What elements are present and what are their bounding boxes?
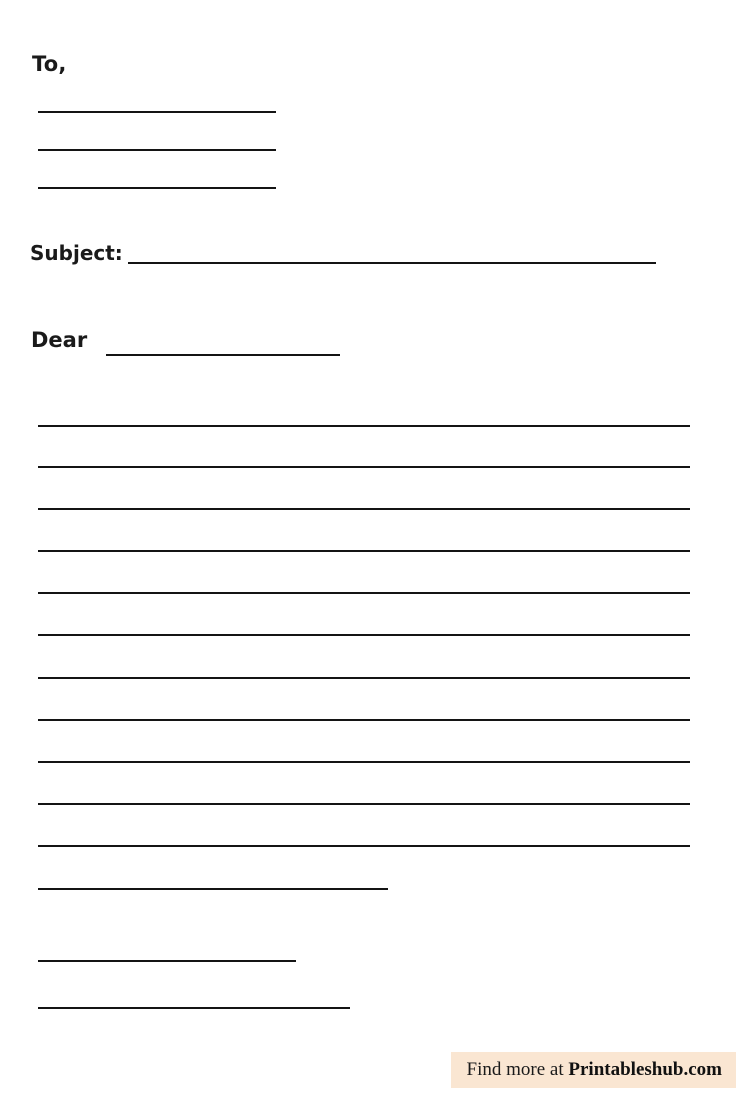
- address-line-2[interactable]: [38, 149, 276, 151]
- body-line-11[interactable]: [38, 845, 690, 847]
- footer-credit: [451, 1052, 736, 1088]
- body-line-4[interactable]: [38, 550, 690, 552]
- address-line-3[interactable]: [38, 187, 276, 189]
- body-line-9[interactable]: [38, 761, 690, 763]
- signature-line-1[interactable]: [38, 960, 296, 962]
- body-line-2[interactable]: [38, 466, 690, 468]
- salutation-label: Dear: [31, 328, 88, 352]
- to-label: To,: [32, 52, 67, 76]
- footer-brand: Printableshub.com: [568, 1059, 722, 1080]
- body-line-1[interactable]: [38, 425, 690, 427]
- body-line-10[interactable]: [38, 803, 690, 805]
- body-line-3[interactable]: [38, 508, 690, 510]
- subject-line[interactable]: [128, 262, 656, 264]
- body-line-8[interactable]: [38, 719, 690, 721]
- subject-label: Subject:: [30, 241, 123, 265]
- signature-line-2[interactable]: [38, 1007, 350, 1009]
- closing-line-1[interactable]: [38, 888, 388, 890]
- body-line-6[interactable]: [38, 634, 690, 636]
- footer-prefix: Find more at: [466, 1059, 569, 1080]
- salutation-line[interactable]: [106, 354, 340, 356]
- address-line-1[interactable]: [38, 111, 276, 113]
- body-line-7[interactable]: [38, 677, 690, 679]
- body-line-5[interactable]: [38, 592, 690, 594]
